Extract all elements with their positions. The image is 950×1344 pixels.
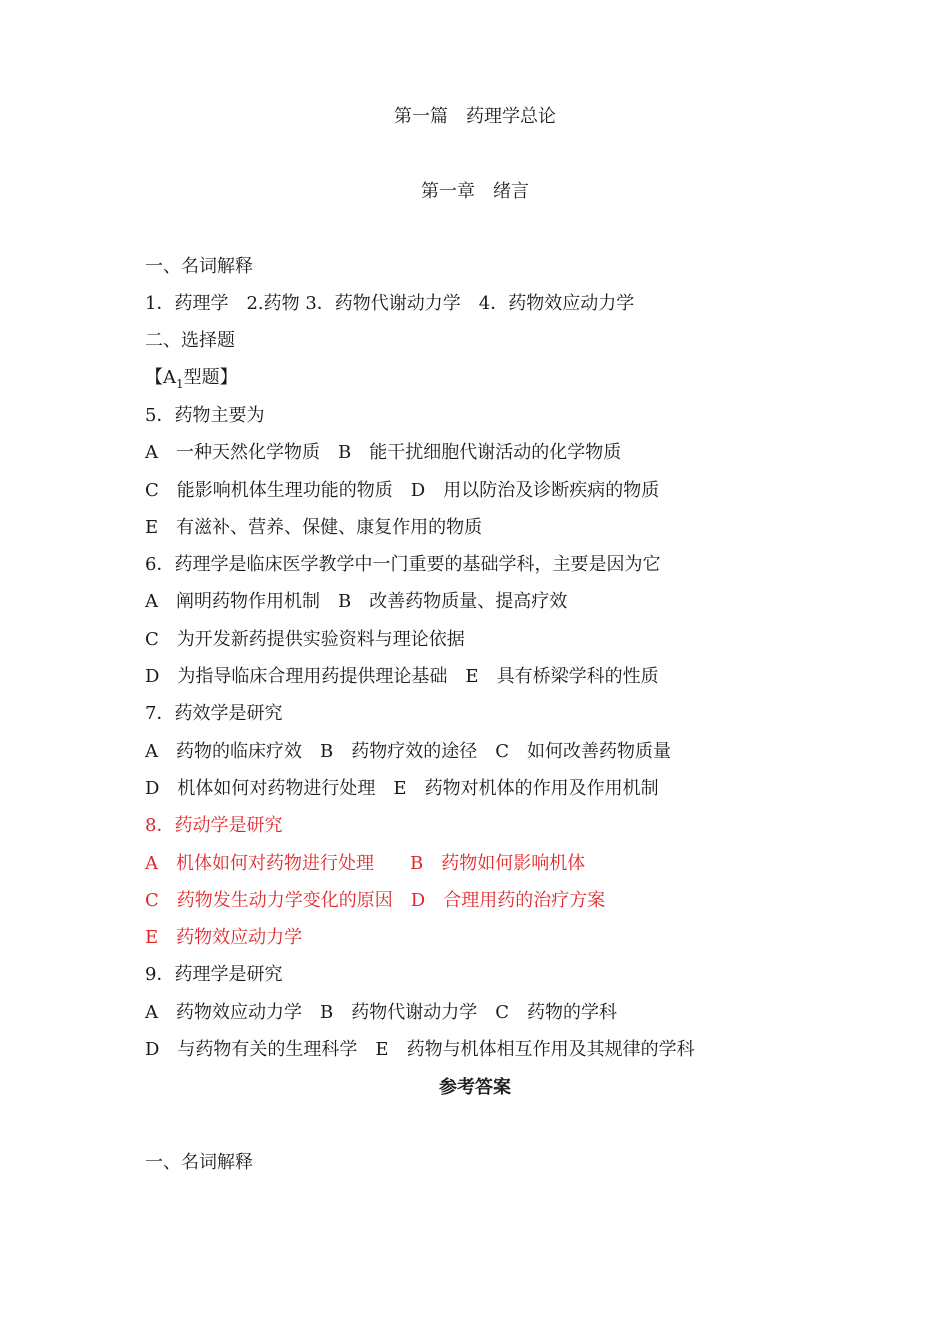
term-list: 1．药理学 2.药物 3．药物代谢动力学 4．药物效应动力学 xyxy=(145,293,635,314)
question-9-stem: 9．药理学是研究 xyxy=(145,964,283,985)
question-7-options-de: D 机体如何对药物进行处理 E 药物对机体的作用及作用机制 xyxy=(145,778,659,799)
question-7-stem: 7．药效学是研究 xyxy=(145,703,283,724)
question-6-stem: 6．药理学是临床医学教学中一门重要的基础学科，主要是因为它 xyxy=(145,554,661,575)
question-type-open: 【A xyxy=(145,367,176,388)
question-6-options-ab: A 阐明药物作用机制 B 改善药物质量、提高疗效 xyxy=(145,591,568,612)
question-9-options-abc: A 药物效应动力学 B 药物代谢动力学 C 药物的学科 xyxy=(145,1002,617,1023)
question-9-options-de: D 与药物有关的生理科学 E 药物与机体相互作用及其规律的学科 xyxy=(145,1039,695,1060)
section-heading-choice: 二、选择题 xyxy=(145,330,235,351)
question-5-stem: 5．药物主要为 xyxy=(145,405,265,426)
answer-section-heading: 一、名词解释 xyxy=(145,1152,253,1173)
part-title: 第一篇 药理学总论 xyxy=(394,106,556,127)
section-heading-terms: 一、名词解释 xyxy=(145,256,253,277)
question-8-option-e: E 药物效应动力学 xyxy=(145,927,303,948)
question-5-options-ab: A 一种天然化学物质 B 能干扰细胞代谢活动的化学物质 xyxy=(145,442,622,463)
question-7-options-abc: A 药物的临床疗效 B 药物疗效的途径 C 如何改善药物质量 xyxy=(145,741,671,762)
question-8-options-ab: A 机体如何对药物进行处理 B 药物如何影响机体 xyxy=(145,853,586,874)
question-type-close: 型题】 xyxy=(183,367,238,388)
question-type-label xyxy=(145,366,238,390)
chapter-title: 第一章 绪言 xyxy=(421,181,529,202)
question-type-subscript: 1 xyxy=(176,377,184,391)
question-6-option-c: C 为开发新药提供实验资料与理论依据 xyxy=(145,629,465,650)
answer-title: 参考答案 xyxy=(439,1077,511,1098)
question-5-options-cd: C 能影响机体生理功能的物质 D 用以防治及诊断疾病的物质 xyxy=(145,480,660,501)
question-5-option-e: E 有滋补、营养、保健、康复作用的物质 xyxy=(145,517,483,538)
question-6-options-de: D 为指导临床合理用药提供理论基础 E 具有桥梁学科的性质 xyxy=(145,666,659,687)
question-8-options-cd: C 药物发生动力学变化的原因 D 合理用药的治疗方案 xyxy=(145,890,606,911)
question-8-stem: 8．药动学是研究 xyxy=(145,815,283,836)
